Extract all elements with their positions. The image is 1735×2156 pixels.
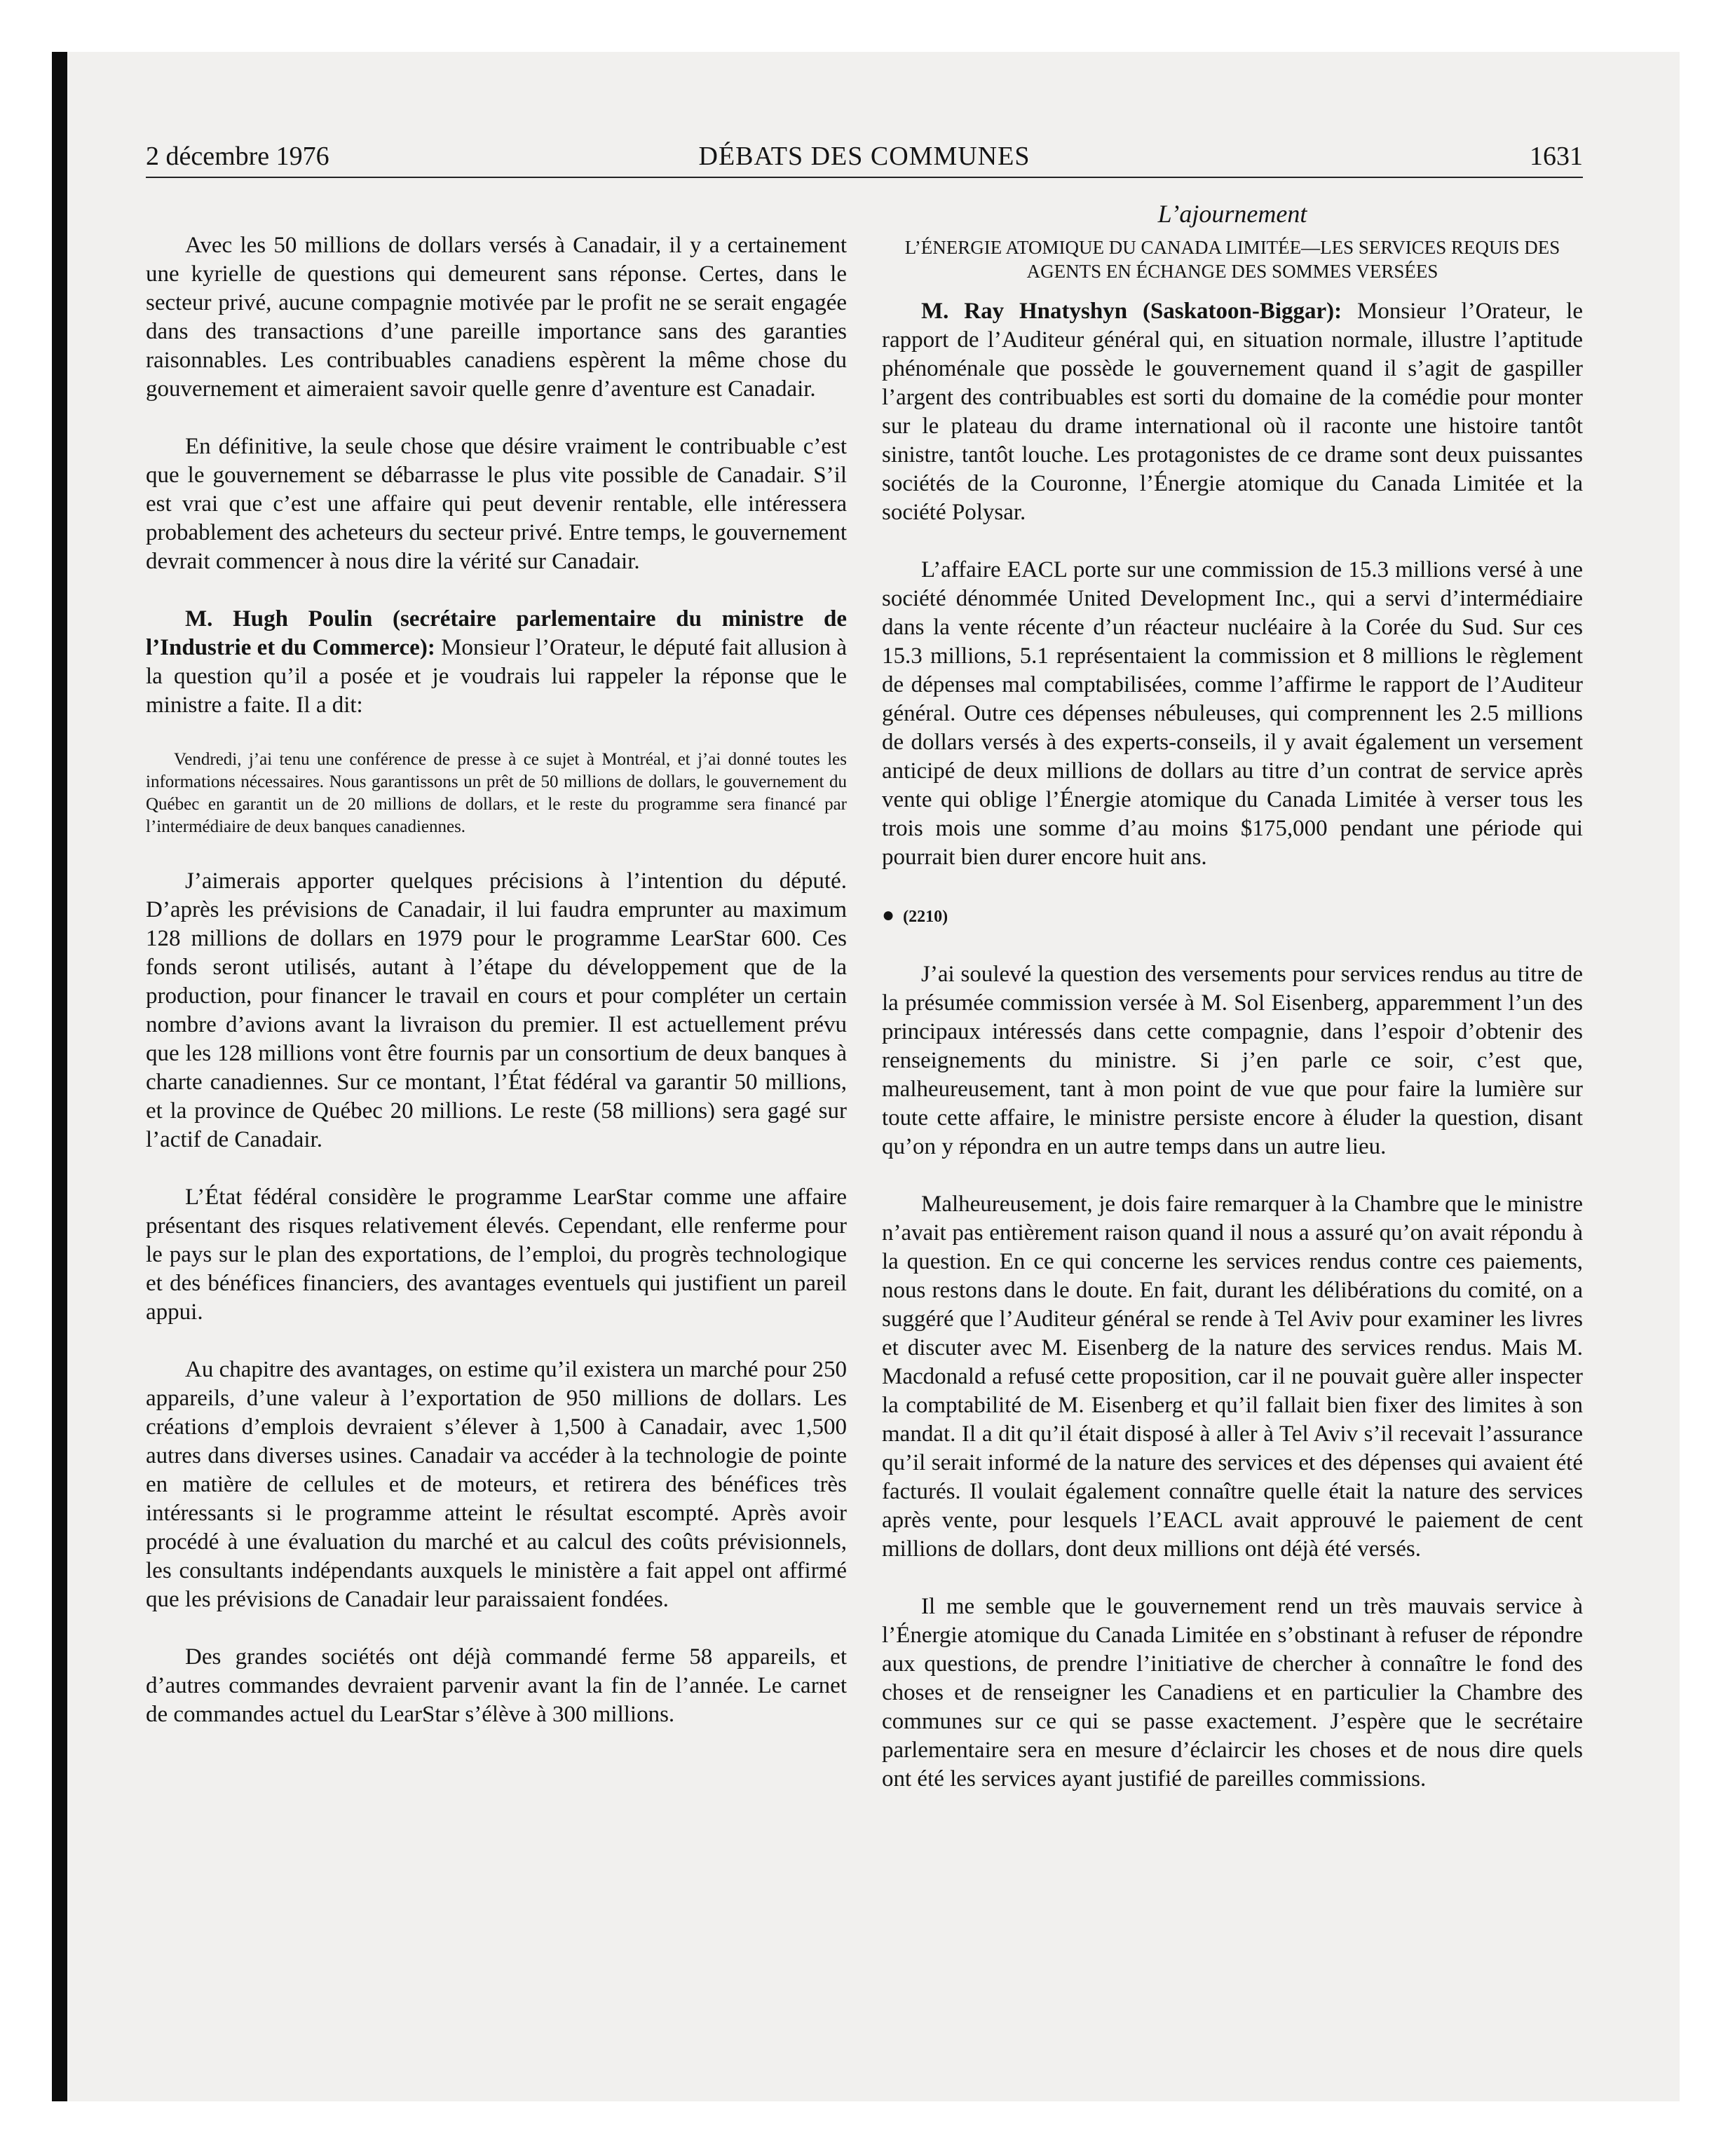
speech-paragraph (882, 297, 1583, 527)
block-quote: Vendredi, j’ai tenu une conférence de presse à ce sujet à Montréal, et j’ai donné toutes les informations nécessaires. Nous garantissons un prêt de 50 millions de dollars, le gouvernement du Québec en garantit un de 20 millions de dollars, et le reste du programme sera financé par l’intermédiaire de deux banques canadiennes. (146, 750, 847, 836)
speech-text: Monsieur l’Orateur, le député fait allusion à la question qu’il a posée et je voudrais lui rappeler la réponse que le ministre a faite. Il a dit: (146, 635, 847, 718)
time-marker (882, 901, 1583, 932)
header-rule (146, 177, 1583, 178)
header-title: DÉBATS DES COMMUNES (698, 142, 1030, 171)
speaker-name: M. Hugh Poulin (secrétaire parlementaire du ministre de l’Industrie et du Commerce): (146, 606, 847, 660)
paragraph: L’affaire EACL porte sur une commission de 15.3 millions versé à une société dénommée United Development Inc., qui a servi d’intermédiaire dans la vente récente d’un réacteur nucléaire à la Corée du Sud. Sur ces 15.3 millions, 5.1 représentaient la commission et 8 millions le règlement de dépenses mal comptabilisées, comme l’affirme le rapport de l’Auditeur général. Outre ces dépenses nébuleuses, qui comprennent les 2.5 millions de dollars versés à des experts-conseils, il y avait également un versement anticipé de deux millions de dollars au titre d’un contrat de service après vente qui oblige l’Énergie atomique du Canada Limitée à verser tous les trois mois une somme d’au moins $175,000 pendant une période qui pourrait bien durer encore huit ans. (882, 557, 1583, 870)
header-date: 2 décembre 1976 (146, 142, 329, 171)
paragraph: Des grandes sociétés ont déjà commandé ferme 58 appareils, et d’autres commandes devraient parvenir avant la fin de l’année. Le carnet de commandes actuel du LearStar s’élève à 300 millions. (146, 1644, 847, 1727)
left-column (146, 231, 847, 1758)
paragraph: Avec les 50 millions de dollars versés à Canadair, il y a certainement une kyrielle de questions qui demeurent sans réponse. Certes, dans le secteur privé, aucune compagnie motivée par le profit ne se serait engagée dans des transactions d’une pareille importance sans des garanties raisonnables. Les contribuables canadiens espèrent la même chose du gouvernement et aimeraient savoir quelle genre d’aventure est Canadair. (146, 233, 847, 402)
binding-edge (52, 52, 67, 2101)
speaker-name: M. Ray Hnatyshyn (Saskatoon-Biggar): (921, 299, 1342, 324)
paragraph: Il me semble que le gouvernement rend un très mauvais service à l’Énergie atomique du Canada Limitée en s’obstinant à refuser de répondre aux questions, de prendre l’initiative de chercher à connaître le fond des choses et de renseigner les Canadiens et en particulier la Chambre des communes sur ce qui se passe exactement. J’espère que le secrétaire parlementaire sera en mesure d’éclaircir les choses et de nous dire quels ont été les services ayant justifié de pareilles commissions. (882, 1594, 1583, 1792)
section-title: L’ajournement (1157, 200, 1307, 228)
paragraph: Malheureusement, je dois faire remarquer à la Chambre que le ministre n’avait pas entièrement raison quand il nous a assuré qu’on avait répondu à la question. En ce qui concerne les services rendus contre ces paiements, nous restons dans le doute. En fait, durant les délibérations du comité, on a suggéré que l’Auditeur général se rende à Tel Aviv pour examiner les livres et discuter avec M. Eisenberg de la nature des services rendus. Mais M. Macdonald a refusé cette proposition, car il ne pouvait guère aller inspecter la comptabilité de M. Eisenberg et qu’il fallait bien fixer des limites à son mandat. Il a dit qu’il était disposé à aller à Tel Aviv s’il recevait l’assurance qu’il serait informé de la nature des services et des dépenses qui avaient été facturés. Il voulait également connaître quelle était la nature des services après vente, pour lesquels l’EACL avait approuvé le paiement de cent millions de dollars, dont deux millions ont déjà été versés. (882, 1192, 1583, 1562)
paragraph: Au chapitre des avantages, on estime qu’il existera un marché pour 250 appareils, d’une valeur à l’exportation de 950 millions de dollars. Les créations d’emplois devraient s’élever à 1,500 à Canadair, avec 1,500 autres dans diverses usines. Canadair va accéder à la technologie de pointe en matière de cellules et de moteurs, et retirera des bénéfices très intéressants si le programme atteint le résultat escompté. Après avoir procédé à une évaluation du marché et au calcul des coûts prévisionnels, les consultants indépendants auxquels le ministère a fait appel ont affirmé que les prévisions de Canadair leur paraissaient fondées. (146, 1357, 847, 1612)
page-header (146, 137, 1583, 175)
bullet-icon: ● (882, 903, 895, 927)
speech-text: Monsieur l’Orateur, le rapport de l’Auditeur général qui, en situation normale, illustre l’aptitude phénoménale que possède le gouvernement quand il s’agit de gaspiller l’argent des contribuables est sorti du domaine de la comédie pour monter sur le plateau du drame international où il raconte une histoire tantôt sinistre, tantôt louche. Les protagonistes de ce drame sont deux puissantes sociétés de la Couronne, l’Énergie atomique du Canada Limitée et la société Polysar. (882, 299, 1583, 525)
paragraph: En définitive, la seule chose que désire vraiment le contribuable c’est que le gouvernement se débarrasse le plus vite possible de Canadair. S’il est vrai que c’est une affaire qui peut devenir rentable, elle intéressera probablement des acheteurs du secteur privé. Entre temps, le gouvernement devrait commencer à nous dire la vérité sur Canadair. (146, 434, 847, 574)
paragraph: J’aimerais apporter quelques précisions à l’intention du député. D’après les prévisions de Canadair, il lui faudra emprunter au maximum 128 millions de dollars en 1979 pour le programme LearStar 600. Ces fonds seront utilisés, autant à l’étape du développement que de la production, pour financer le travail en cours et pour compléter un certain nombre d’avions avant la livraison du premier. Il est actuellement prévu que les 128 millions vont être fournis par un consortium de deux banques à charte canadiennes. Sur ce montant, l’État fédéral va garantir 50 millions, et la province de Québec 20 millions. Le reste (58 millions) sera gagé sur l’actif de Canadair. (146, 868, 847, 1152)
right-column (882, 198, 1583, 1822)
paragraph: L’État fédéral considère le programme LearStar comme une affaire présentant des risques relativement élevés. Cependant, elle renferme pour le pays sur le plan des exportations, de l’emploi, du progrès technologique et des bénéfices financiers, des avantages eventuels qui justifient un pareil appui. (146, 1185, 847, 1325)
speech-paragraph (146, 605, 847, 720)
time-marker-label: (2210) (903, 908, 948, 926)
paragraph: J’ai soulevé la question des versements pour services rendus au titre de la présumée commission versée à M. Sol Eisenberg, apparemment l’un des principaux intéressés dans cette compagnie, dans l’espoir d’obtenir des renseignements du ministre. Si j’en parle ce soir, c’est que, malheureusement, tant à mon point de vue que pour faire la lumière sur toute cette affaire, le ministre persiste encore à éluder la question, disant qu’on y répondra en un autre temps dans un autre lieu. (882, 962, 1583, 1159)
page-number: 1631 (1530, 142, 1583, 171)
subheading: L’ÉNERGIE ATOMIQUE DU CANADA LIMITÉE—LES SERVICES REQUIS DES AGENTS EN ÉCHANGE DES SOMMES VERSÉES (904, 237, 1560, 282)
